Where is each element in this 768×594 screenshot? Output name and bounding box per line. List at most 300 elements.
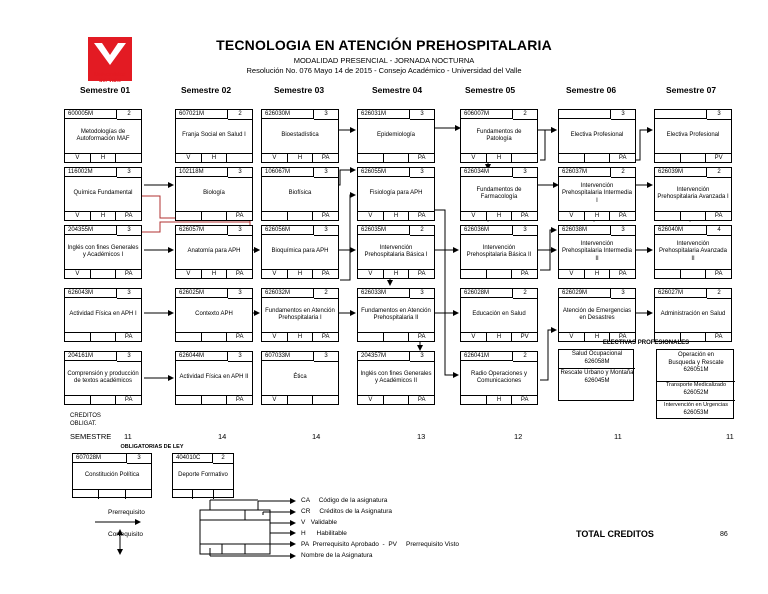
page-subtitle-2: Resolución No. 076 Mayo 14 de 2015 - Consejo Académico - Universidad del Valle (246, 66, 522, 75)
course-box (460, 288, 538, 342)
course-box (357, 225, 435, 279)
legend-prerrequisito: Prerrequisito (108, 509, 145, 516)
course-box (261, 288, 339, 342)
electivas-title: ELECTIVAS PROFESIONALES (602, 340, 690, 346)
semester-header-7: Semestre 07 (665, 85, 717, 95)
course-code: 607021M (176, 110, 228, 119)
course-flags (461, 153, 537, 163)
course-code: 626029M (559, 289, 611, 298)
course-box (64, 225, 142, 279)
course-flag: PA (618, 271, 627, 277)
course-code (559, 110, 611, 119)
semester-header-6: Semestre 06 (565, 85, 617, 95)
course-flag (358, 333, 384, 342)
semester-label: SEMESTRE (70, 432, 112, 441)
course-flags (262, 211, 338, 221)
course-code: 600005M (65, 110, 117, 119)
credits-sem-3: 14 (312, 432, 321, 441)
course-code: 626038M (559, 226, 611, 235)
course-code: 626044M (176, 352, 228, 361)
course-flag (681, 212, 707, 221)
course-credits: 3 (314, 168, 338, 178)
course-flag: V (358, 396, 384, 405)
course-flag: PA (417, 271, 426, 277)
course-flag (91, 270, 117, 279)
course-name: Metodologías de Autoformación MAF (76, 128, 130, 142)
course-credits: 3 (513, 226, 537, 236)
course-box (261, 351, 339, 405)
legend-nombre: Nombre de la Asignatura (301, 552, 373, 559)
course-box (558, 225, 636, 279)
course-name: Franja Social en Salud I (182, 132, 246, 139)
course-flag (176, 212, 202, 221)
course-flag: H (91, 212, 117, 221)
course-flag (655, 212, 681, 221)
course-code: 626032M (262, 289, 314, 298)
course-code: 626033M (358, 289, 410, 298)
course-name: Ética (293, 374, 307, 381)
course-credits: 3 (117, 289, 141, 299)
electiva-urgencias: Intervención en Urgencias 626053M (664, 402, 728, 416)
course-box (357, 288, 435, 342)
course-name: Radio Operaciones y Comunicaciones (470, 370, 528, 384)
course-flag: H (288, 270, 314, 279)
course-credits: 3 (410, 352, 434, 362)
course-flag: PA (714, 271, 723, 277)
course-flag (288, 212, 314, 221)
course-name: Epidemiología (376, 132, 416, 139)
course-flag: PA (714, 334, 723, 340)
total-credits-value: 86 (720, 531, 728, 538)
page-title: TECNOLOGIA EN ATENCIÓN PREHOSPITALARIA (216, 37, 552, 53)
course-flag (358, 154, 384, 163)
course-flags (262, 153, 338, 163)
course-flag: PA (321, 155, 330, 161)
course-box (64, 288, 142, 342)
course-credits: 2 (611, 168, 635, 178)
course-flag (559, 154, 585, 163)
course-flag (384, 396, 410, 405)
course-code: 626043M (65, 289, 117, 298)
course-name: Electiva Profesional (570, 132, 624, 139)
course-box (175, 351, 253, 405)
course-flag (655, 270, 681, 279)
course-box (64, 351, 142, 405)
course-flag: H (585, 212, 611, 221)
electiva-rescate-urbano: Rescate Urbano y Montaña 626045M (560, 370, 634, 384)
course-flag (176, 396, 202, 405)
course-code: 626031M (358, 110, 410, 119)
course-name: Intervención Prehospitalaria Básica I (364, 244, 428, 258)
course-code: 626041M (461, 352, 513, 361)
course-credits: 2 (513, 352, 537, 362)
course-name: Inglés con fines Generales y Académicos II (360, 370, 432, 384)
course-credits: 2 (707, 289, 731, 299)
course-flag: PA (124, 213, 133, 219)
course-flag: PA (618, 155, 627, 161)
course-code: 626040M (655, 226, 707, 235)
course-flag (65, 396, 91, 405)
course-flags (461, 269, 537, 279)
course-flags (358, 332, 434, 342)
course-name: Intervención Prehospitalaria Avanzada I (657, 186, 729, 200)
course-flag (585, 154, 611, 163)
course-credits: 3 (228, 226, 252, 236)
course-name: Fundamentos en Atención Prehospitalaria I (265, 307, 335, 321)
course-flag: PA (235, 397, 244, 403)
course-code: 626039M (655, 168, 707, 177)
legend-h: H Habilitable (301, 530, 347, 537)
course-flags (176, 211, 252, 221)
course-code: 204161M (65, 352, 117, 361)
credits-sem-5: 12 (514, 432, 523, 441)
obligatoria-constitucion: 607028M 3 Constitución Política (72, 453, 152, 498)
credits-sem-1: 11 (124, 432, 132, 441)
course-code: 626035M (358, 226, 410, 235)
course-flag: PA (618, 213, 627, 219)
course-flag: V (262, 396, 288, 405)
legend-v: V Validable (301, 519, 338, 526)
legend-ca: CA Código de la asignatura (301, 497, 388, 504)
course-name: Educación en Salud (472, 311, 526, 318)
course-flag: V (559, 270, 585, 279)
course-name: Biofísica (288, 190, 312, 197)
course-credits: 2 (117, 110, 141, 120)
course-flags (358, 211, 434, 221)
course-flags (65, 153, 141, 163)
course-box (175, 109, 253, 163)
course-name: Electiva Profesional (666, 132, 720, 139)
course-credits: 2 (513, 110, 537, 120)
course-box (558, 288, 636, 342)
course-flag: V (65, 270, 91, 279)
course-flag (384, 154, 410, 163)
course-credits: 3 (611, 289, 635, 299)
course-box (460, 167, 538, 221)
course-flags (655, 269, 731, 279)
course-box (654, 225, 732, 279)
course-credits: 3 (314, 110, 338, 120)
course-credits: 2 (228, 110, 252, 120)
course-flags (358, 269, 434, 279)
course-flag: PA (235, 271, 244, 277)
course-credits: 3 (513, 168, 537, 178)
course-flag: PV (714, 155, 723, 161)
obligatoria-deporte: 404010C 2 Deporte Formativo (172, 453, 234, 498)
course-flag (461, 270, 487, 279)
course-flag (681, 270, 707, 279)
course-flag: V (461, 212, 487, 221)
course-flag (487, 270, 513, 279)
course-flag: H (487, 333, 513, 342)
course-flag (176, 333, 202, 342)
course-credits: 3 (228, 168, 252, 178)
course-flag: V (65, 212, 91, 221)
course-flag: PA (321, 334, 330, 340)
course-flag: H (91, 154, 117, 163)
course-flag: H (487, 154, 513, 163)
course-flag: PA (417, 397, 426, 403)
semester-header-5: Semestre 05 (464, 85, 516, 95)
electiva-busqueda-rescate: Operación en Busqueda y Rescate 626051M (668, 352, 724, 373)
course-flags (176, 153, 252, 163)
course-box (654, 167, 732, 221)
course-flags (262, 395, 338, 405)
course-name: Comprensión y producción de textos académicos (67, 370, 139, 384)
course-flag: PA (235, 213, 244, 219)
total-credits-label: TOTAL CREDITOS (576, 529, 654, 539)
course-code: 626057M (176, 226, 228, 235)
obligatorias-title: OBLIGATORIAS DE LEY (120, 444, 184, 450)
course-name: Atención de Emergencias en Desastres (562, 307, 632, 321)
course-flag (681, 154, 707, 163)
course-flag: H (384, 212, 410, 221)
course-flags (176, 395, 252, 405)
course-credits: 3 (228, 289, 252, 299)
course-code: 626055M (358, 168, 410, 177)
course-code: 626056M (262, 226, 314, 235)
course-code: 626028M (461, 289, 513, 298)
course-flag: PV (520, 334, 529, 340)
course-flag: H (288, 154, 314, 163)
course-flag (313, 396, 338, 405)
course-flag: PA (321, 213, 330, 219)
course-flag: V (176, 270, 202, 279)
logo-text-1: Universidad (94, 72, 126, 78)
course-flags (358, 153, 434, 163)
course-flag (461, 396, 487, 405)
course-credits: 3 (410, 289, 434, 299)
course-code: 626025M (176, 289, 228, 298)
course-code: 204355M (65, 226, 117, 235)
course-credits: 3 (117, 168, 141, 178)
course-flag: V (262, 270, 288, 279)
course-flags (559, 211, 635, 221)
course-box (654, 109, 732, 163)
course-name: Actividad Física en APH I (69, 311, 137, 318)
course-box (460, 351, 538, 405)
course-flag: PA (520, 213, 529, 219)
course-flag (202, 396, 228, 405)
course-code: 606007M (461, 110, 513, 119)
course-flag: H (202, 270, 228, 279)
course-flag: PA (124, 397, 133, 403)
semester-header-3: Semestre 03 (273, 85, 325, 95)
course-flag: H (487, 396, 513, 405)
course-credits: 3 (117, 352, 141, 362)
course-name: Química Fundamental (73, 190, 133, 197)
course-box (64, 109, 142, 163)
course-flag (227, 154, 252, 163)
course-flag (288, 396, 314, 405)
course-name: Actividad Física en APH II (179, 374, 249, 381)
course-box (64, 167, 142, 221)
course-flag: PA (321, 271, 330, 277)
course-flag: H (288, 333, 314, 342)
course-flag: PA (417, 155, 426, 161)
course-name: Inglés con fines Generales y Académicos I (67, 244, 139, 258)
course-flags (65, 332, 141, 342)
course-code: 626036M (461, 226, 513, 235)
course-flag: PA (417, 213, 426, 219)
course-name: Intervención Prehospitalaria Intermedia I (561, 182, 633, 204)
course-box (261, 167, 339, 221)
course-code: 626027M (655, 289, 707, 298)
course-code: 102118M (176, 168, 228, 177)
course-flag: PA (417, 334, 426, 340)
course-flag: PA (124, 334, 133, 340)
course-name: Fundamentos en Atención Prehospitalaria II (361, 307, 431, 321)
course-flag (655, 154, 681, 163)
course-flag: V (559, 333, 585, 342)
course-flags (262, 269, 338, 279)
course-flag: V (358, 270, 384, 279)
course-flag: V (559, 212, 585, 221)
course-credits: 3 (707, 110, 731, 120)
course-flags (65, 211, 141, 221)
course-credits: 2 (314, 289, 338, 299)
course-credits: 2 (410, 226, 434, 236)
course-flags (559, 153, 635, 163)
course-flags (655, 153, 731, 163)
course-code: 626034M (461, 168, 513, 177)
course-name: Contexto APH (195, 311, 233, 318)
course-flag: V (461, 154, 487, 163)
course-flags (559, 269, 635, 279)
course-flag: PA (618, 334, 627, 340)
course-box (175, 288, 253, 342)
course-credits: 3 (611, 110, 635, 120)
course-credits: 3 (314, 226, 338, 236)
course-code: 204357M (358, 352, 410, 361)
course-box (357, 351, 435, 405)
page-subtitle-1: MODALIDAD PRESENCIAL - JORNADA NOCTURNA (293, 56, 475, 65)
course-flags (461, 395, 537, 405)
course-flag: H (202, 154, 228, 163)
course-flags (358, 395, 434, 405)
electivas-right-box (656, 349, 734, 419)
course-box (460, 225, 538, 279)
electiva-salud-ocupacional: Salud Ocupacional 626058M (571, 351, 623, 365)
course-code: 607033M (262, 352, 314, 361)
course-flag (512, 154, 537, 163)
course-flags (461, 211, 537, 221)
electiva-transporte: Transporte Medicalizado 626052M (665, 382, 727, 396)
course-box (175, 167, 253, 221)
legend-cr: CR Créditos de la Asignatura (301, 508, 393, 515)
course-flag (65, 333, 91, 342)
legend-pa-pv: PA Prerrequisito Aprobado - PV Prerrequisito Visto (301, 541, 460, 548)
course-flag: PA (714, 213, 723, 219)
course-credits: 3 (314, 352, 338, 362)
course-code: 116002M (65, 168, 117, 177)
course-name: Anatomía para APH (187, 248, 241, 255)
course-flag (202, 333, 228, 342)
course-flags (65, 269, 141, 279)
course-flags (262, 332, 338, 342)
course-flag (262, 212, 288, 221)
course-box (357, 167, 435, 221)
course-box (261, 109, 339, 163)
course-flag: PA (124, 271, 133, 277)
semester-header-1: Semestre 01 (79, 85, 131, 95)
course-box (175, 225, 253, 279)
course-flag: H (585, 270, 611, 279)
course-name: Fundamentos de Patología (476, 128, 522, 142)
course-flag (116, 154, 141, 163)
course-box (558, 167, 636, 221)
course-flag (91, 333, 117, 342)
course-credits: 3 (410, 168, 434, 178)
course-name: Intervención Prehospitalaria Avanzada II (659, 240, 727, 262)
course-flag: PA (235, 334, 244, 340)
credits-sem-7: 11 (726, 432, 734, 441)
course-box (261, 225, 339, 279)
semester-header-2: Semestre 02 (180, 85, 232, 95)
course-flag: V (461, 333, 487, 342)
course-code (655, 110, 707, 119)
course-credits: 2 (707, 168, 731, 178)
course-box (460, 109, 538, 163)
course-credits: 3 (228, 352, 252, 362)
course-name: Intervención Prehospitalaria Básica II (466, 244, 532, 258)
course-flag: H (487, 212, 513, 221)
course-code: 626030M (262, 110, 314, 119)
semester-header-4: Semestre 04 (371, 85, 423, 95)
credits-sem-4: 13 (417, 432, 426, 441)
course-flag: V (176, 154, 202, 163)
course-credits: 4 (707, 226, 731, 236)
course-flags (65, 395, 141, 405)
course-credits: 2 (513, 289, 537, 299)
course-flag: V (262, 333, 288, 342)
course-box (558, 109, 636, 163)
course-flag: H (384, 270, 410, 279)
course-box (654, 288, 732, 342)
course-flags (655, 211, 731, 221)
course-credits: 3 (611, 226, 635, 236)
course-flag: V (358, 212, 384, 221)
course-flags (461, 332, 537, 342)
course-name: Fundamentos de Farmacología (476, 186, 522, 200)
electivas-left-box (558, 349, 634, 401)
course-name: Biología (203, 190, 225, 197)
course-name: Fisiología para APH (369, 190, 423, 197)
course-flag: V (262, 154, 288, 163)
course-name: Bioquímica para APH (271, 248, 329, 255)
course-flags (176, 269, 252, 279)
course-flag (384, 333, 410, 342)
course-box (357, 109, 435, 163)
course-flag (91, 396, 117, 405)
course-flags (176, 332, 252, 342)
course-flag: H (585, 333, 611, 342)
course-name: Bioestadística (281, 132, 319, 139)
course-code: 626037M (559, 168, 611, 177)
credits-sem-2: 14 (218, 432, 227, 441)
course-code: 106067M (262, 168, 314, 177)
legend-correquisito: Correquisito (108, 531, 144, 538)
course-credits: 3 (410, 110, 434, 120)
credits-label: CREDITOS OBLIGAT. (70, 413, 101, 427)
course-name: Administración en Salud (660, 311, 726, 318)
course-credits: 3 (117, 226, 141, 236)
course-name: Intervención Prehospitalaria Intermedia II (561, 240, 633, 262)
course-flag: V (65, 154, 91, 163)
course-flag: PA (520, 397, 529, 403)
course-flag (202, 212, 228, 221)
course-flag: PA (520, 271, 529, 277)
